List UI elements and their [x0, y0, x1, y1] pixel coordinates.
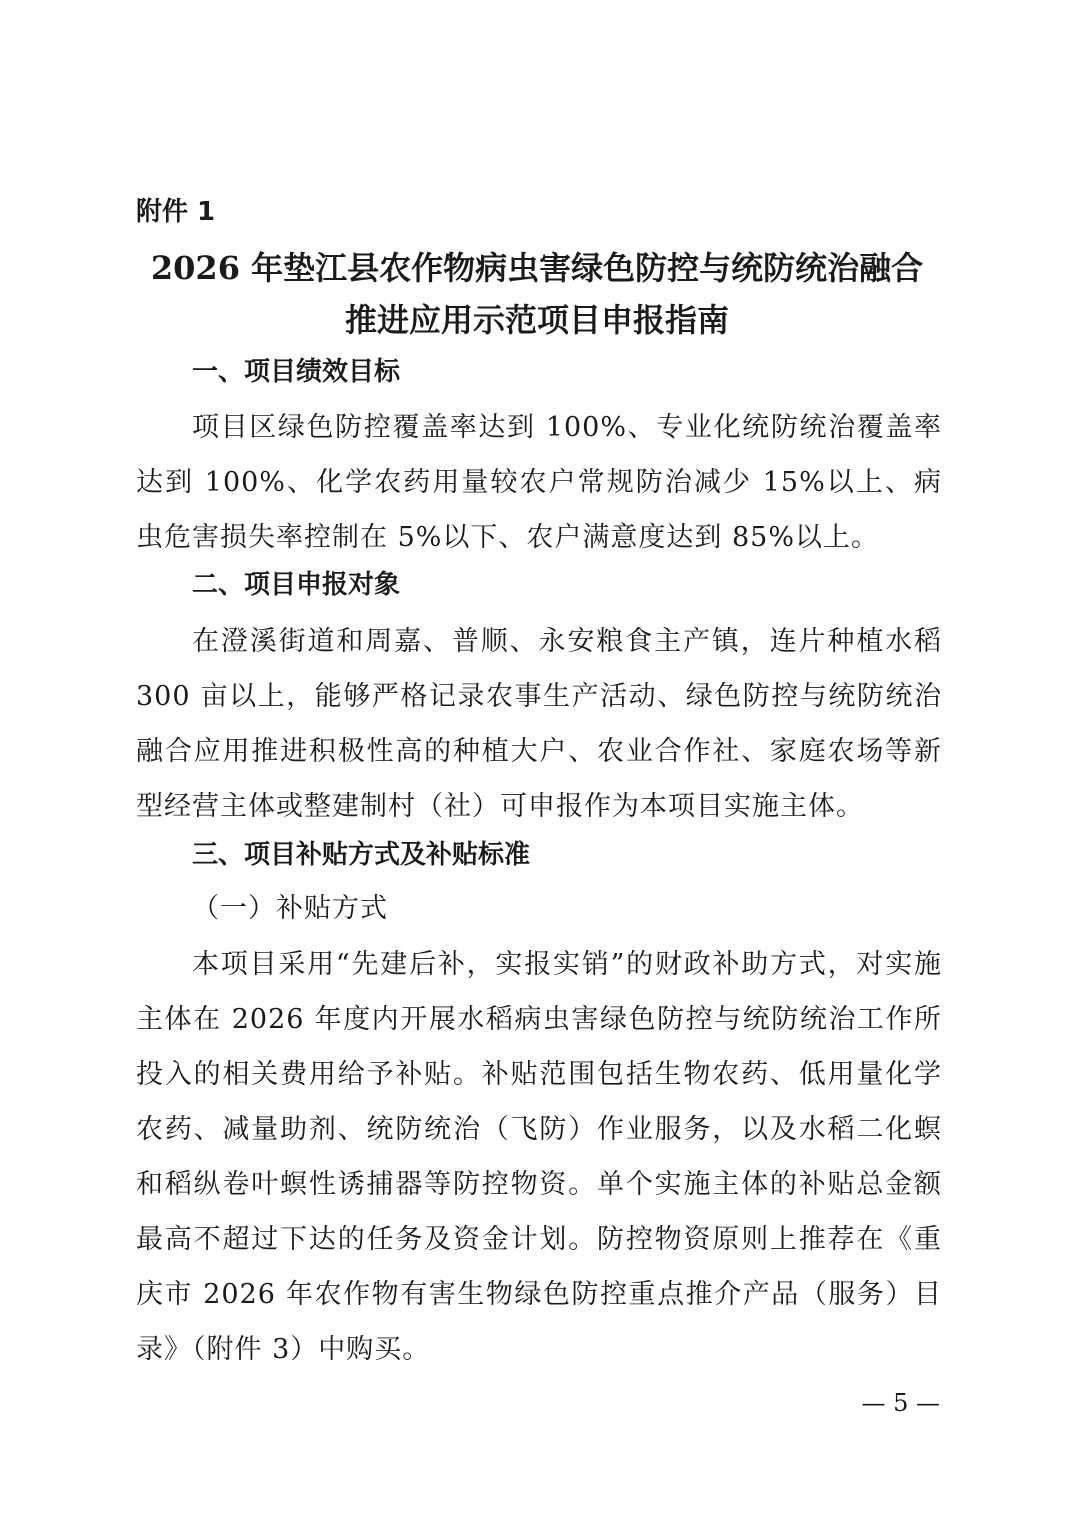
section-heading-performance-goals: 一、项目绩效目标	[192, 357, 401, 387]
document-title-line-1: 2026 年垫江县农作物病虫害绿色防控与统防统治融合	[150, 249, 924, 287]
attachment-label: 附件 1	[136, 197, 216, 227]
section-paragraph-subsidy-method: 本项目采用“先建后补，实报实销”的财政补助方式，对实施主体在 2026 年度内开展水稻病虫害绿色防控与统防统治工作所投入的相关费用给予补贴。补贴范围包括生物农药、低用量化学农药、减量助剂、统防统治（飞防）作业服务，以及水稻二化螟和稻纵卷叶螟性诱捕器等防控物资。单个实施主体的补贴总金额最高不超过下达的任务及资金计划。防控物资原则上推荐在《重庆市 2026 年农作物有害生物绿色防控重点推介产品（服务）目录》（附件 3）中购买。	[136, 949, 942, 1365]
document-title-line-2: 推进应用示范项目申报指南	[344, 301, 729, 339]
section-heading-applicants: 二、项目申报对象	[192, 570, 401, 600]
subsection-heading-subsidy-method: （一）补贴方式	[192, 893, 388, 924]
section-paragraph-performance-goals: 项目区绿色防控覆盖率达到 100%、专业化统防统治覆盖率达到 100%、化学农药用量较农户常规防治减少 15%以上、病虫危害损失率控制在 5%以下、农户满意度达到 85%以上。	[136, 412, 942, 553]
section-paragraph-applicants: 在澄溪街道和周嘉、普顺、永安粮食主产镇，连片种植水稻 300 亩以上，能够严格记录农事生产活动、绿色防控与统防统治融合应用推进积极性高的种植大户、农业合作社、家庭农场等新型经营主体或整建制村（社）可申报作为本项目实施主体。	[136, 626, 942, 822]
page-number: — 5 —	[861, 1389, 940, 1417]
section-heading-subsidy: 三、项目补贴方式及补贴标准	[192, 840, 531, 870]
